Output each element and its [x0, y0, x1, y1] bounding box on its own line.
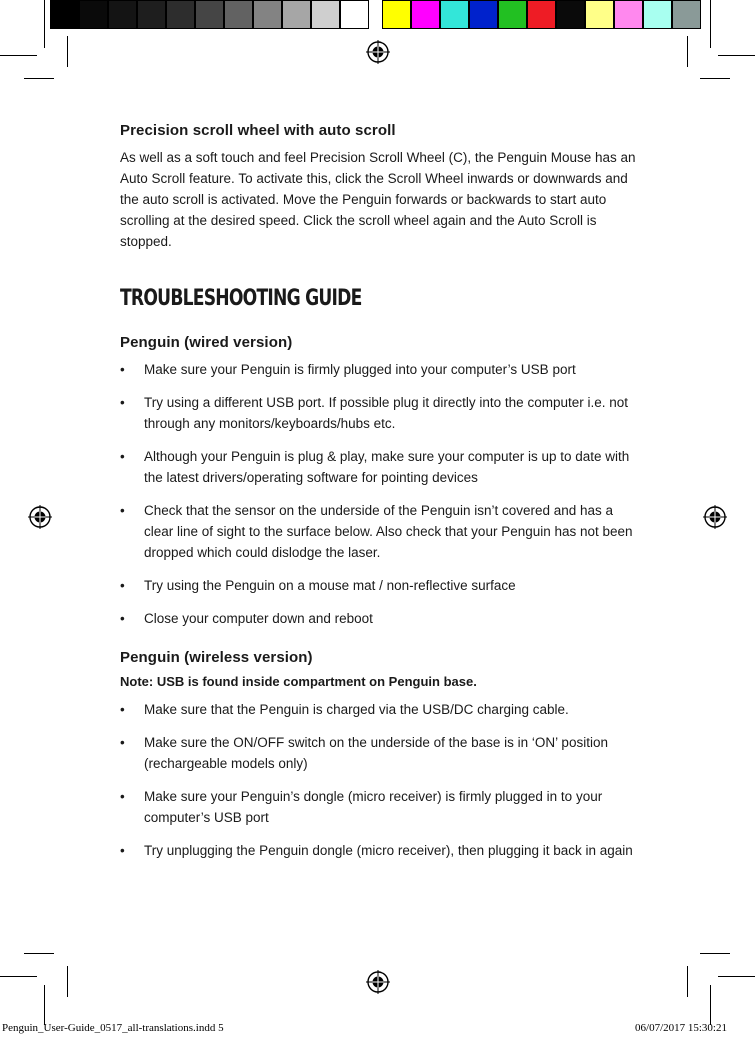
crop-mark	[24, 953, 54, 954]
registration-mark-icon	[366, 970, 390, 994]
scroll-wheel-description: As well as a soft touch and feel Precision Scroll Wheel (C), the Penguin Mouse has an Auto Scroll feature. To activate this, click the Scroll Wheel inwards or downwards and the auto scroll is activated. Move the Penguin forwards or backwards to start auto scrolling at the desired speed. Click the scroll wheel again and the Auto Scroll is stopped.	[120, 150, 636, 249]
color-swatch	[440, 0, 469, 29]
crop-mark	[700, 78, 730, 79]
troubleshooting-title: TROUBLESHOOTING GUIDE	[120, 286, 362, 311]
color-swatch	[166, 0, 195, 29]
wireless-version-heading: Penguin (wireless version)	[120, 649, 313, 666]
crop-mark	[24, 78, 54, 79]
crop-mark	[0, 55, 37, 56]
grayscale-calibration-bar	[50, 0, 369, 30]
wired-troubleshooting-list	[120, 359, 640, 629]
list-item: • Try using a different USB port. If possible plug it directly into the computer i.e. not through any monitors/keyboards/hubs etc.	[120, 392, 640, 434]
color-swatch	[527, 0, 556, 29]
crop-mark	[718, 55, 755, 56]
color-swatch	[79, 0, 108, 29]
registration-mark-icon	[28, 505, 52, 529]
wireless-troubleshooting-list	[120, 699, 640, 861]
crop-mark	[44, 985, 45, 1025]
color-calibration-bar	[382, 0, 701, 30]
color-swatch	[411, 0, 440, 29]
footer-timestamp: 06/07/2017 15:30:21	[635, 1022, 727, 1034]
color-swatch	[614, 0, 643, 29]
list-item: • Try unplugging the Penguin dongle (micro receiver), then plugging it back in again	[120, 840, 640, 861]
list-item: • Although your Penguin is plug & play, make sure your computer is up to date with the latest drivers/operating software for pointing devices	[120, 446, 640, 488]
list-item: • Make sure the ON/OFF switch on the underside of the base is in ‘ON’ position (rechargeable models only)	[120, 732, 640, 774]
color-swatch	[224, 0, 253, 29]
color-swatch	[340, 0, 369, 29]
list-item: • Try using the Penguin on a mouse mat / non-reflective surface	[120, 575, 640, 596]
color-swatch	[556, 0, 585, 29]
crop-mark	[0, 976, 37, 977]
wired-version-heading: Penguin (wired version)	[120, 334, 293, 351]
section-heading-scroll-wheel: Precision scroll wheel with auto scroll	[120, 122, 396, 139]
usb-location-note: Note: USB is found inside compartment on Penguin base.	[120, 674, 477, 689]
color-swatch	[382, 0, 411, 29]
color-swatch	[585, 0, 614, 29]
page-content	[120, 122, 640, 873]
list-item: • Close your computer down and reboot	[120, 608, 640, 629]
color-swatch	[195, 0, 224, 29]
color-swatch	[643, 0, 672, 29]
color-swatch	[498, 0, 527, 29]
crop-mark	[44, 0, 45, 48]
color-swatch	[50, 0, 79, 29]
list-item: • Make sure your Penguin is firmly plugged into your computer’s USB port	[120, 359, 640, 380]
crop-mark	[718, 976, 755, 977]
color-swatch	[137, 0, 166, 29]
color-swatch	[253, 0, 282, 29]
list-item: • Make sure your Penguin’s dongle (micro receiver) is firmly plugged in to your computer’s USB port	[120, 786, 640, 828]
color-swatch	[311, 0, 340, 29]
crop-mark	[700, 953, 730, 954]
list-item: • Make sure that the Penguin is charged via the USB/DC charging cable.	[120, 699, 640, 720]
footer-filename: Penguin_User-Guide_0517_all-translations.indd 5	[2, 1022, 224, 1034]
list-item: • Check that the sensor on the underside of the Penguin isn’t covered and has a clear line of sight to the surface below. Also check that your Penguin has not been dropped which could dislodge the laser.	[120, 500, 640, 563]
color-swatch	[282, 0, 311, 29]
color-swatch	[672, 0, 701, 29]
crop-mark	[687, 36, 688, 67]
crop-mark	[710, 985, 711, 1025]
crop-mark	[687, 966, 688, 997]
registration-mark-icon	[703, 505, 727, 529]
registration-mark-icon	[366, 40, 390, 64]
crop-mark	[710, 0, 711, 48]
color-swatch	[108, 0, 137, 29]
crop-mark	[67, 966, 68, 997]
color-swatch	[469, 0, 498, 29]
crop-mark	[67, 36, 68, 67]
